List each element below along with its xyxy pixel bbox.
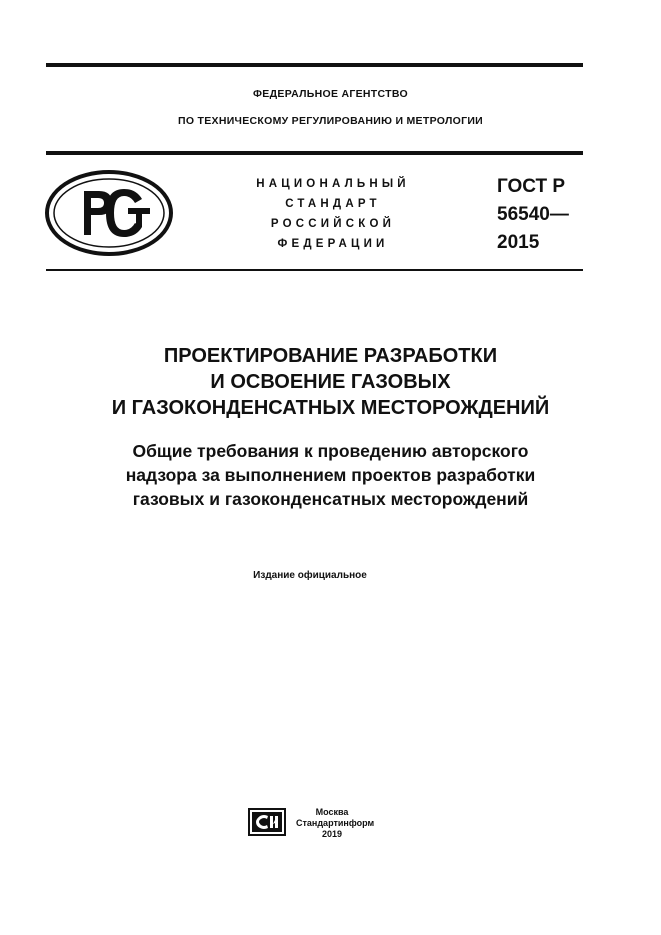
designation-line2: 56540—	[497, 204, 569, 225]
title-line2: И ОСВОЕНИЕ ГАЗОВЫХ	[210, 371, 451, 393]
standard-type-line3: РОССИЙСКОЙ	[270, 218, 396, 230]
publisher-name: Стандартинформ	[296, 818, 375, 828]
publisher-year: 2019	[321, 829, 343, 839]
designation-line1: ГОСТ Р	[497, 176, 566, 197]
title-line3: И ГАЗОКОНДЕНСАТНЫХ МЕСТОРОЖДЕНИЙ	[111, 397, 550, 419]
standard-type-line1: НАЦИОНАЛЬНЫЙ	[256, 178, 410, 190]
rst-certification-mark-icon	[44, 169, 174, 257]
top-rule	[46, 63, 583, 67]
designation-line3: 2015	[497, 232, 540, 253]
bottom-rule	[46, 269, 583, 271]
publisher-city: Москва	[315, 807, 349, 817]
agency-name-line2: ПО ТЕХНИЧЕСКОМУ РЕГУЛИРОВАНИЮ И МЕТРОЛОГИИ	[177, 115, 484, 127]
edition-label: Издание официальное	[253, 570, 367, 581]
middle-rule	[46, 151, 583, 155]
standartinform-logo-icon	[248, 808, 286, 836]
standard-type-line2: СТАНДАРТ	[285, 198, 381, 210]
standard-type-line4: ФЕДЕРАЦИИ	[277, 238, 389, 250]
title-line1: ПРОЕКТИРОВАНИЕ РАЗРАБОТКИ	[163, 345, 498, 367]
subtitle-line3: газовых и газоконденсатных месторождений	[132, 489, 529, 509]
subtitle-line1: Общие требования к проведению авторского	[132, 441, 529, 461]
subtitle-line2: надзора за выполнением проектов разработки	[125, 465, 536, 485]
agency-name-line1: ФЕДЕРАЛЬНОЕ АГЕНТСТВО	[253, 88, 408, 100]
